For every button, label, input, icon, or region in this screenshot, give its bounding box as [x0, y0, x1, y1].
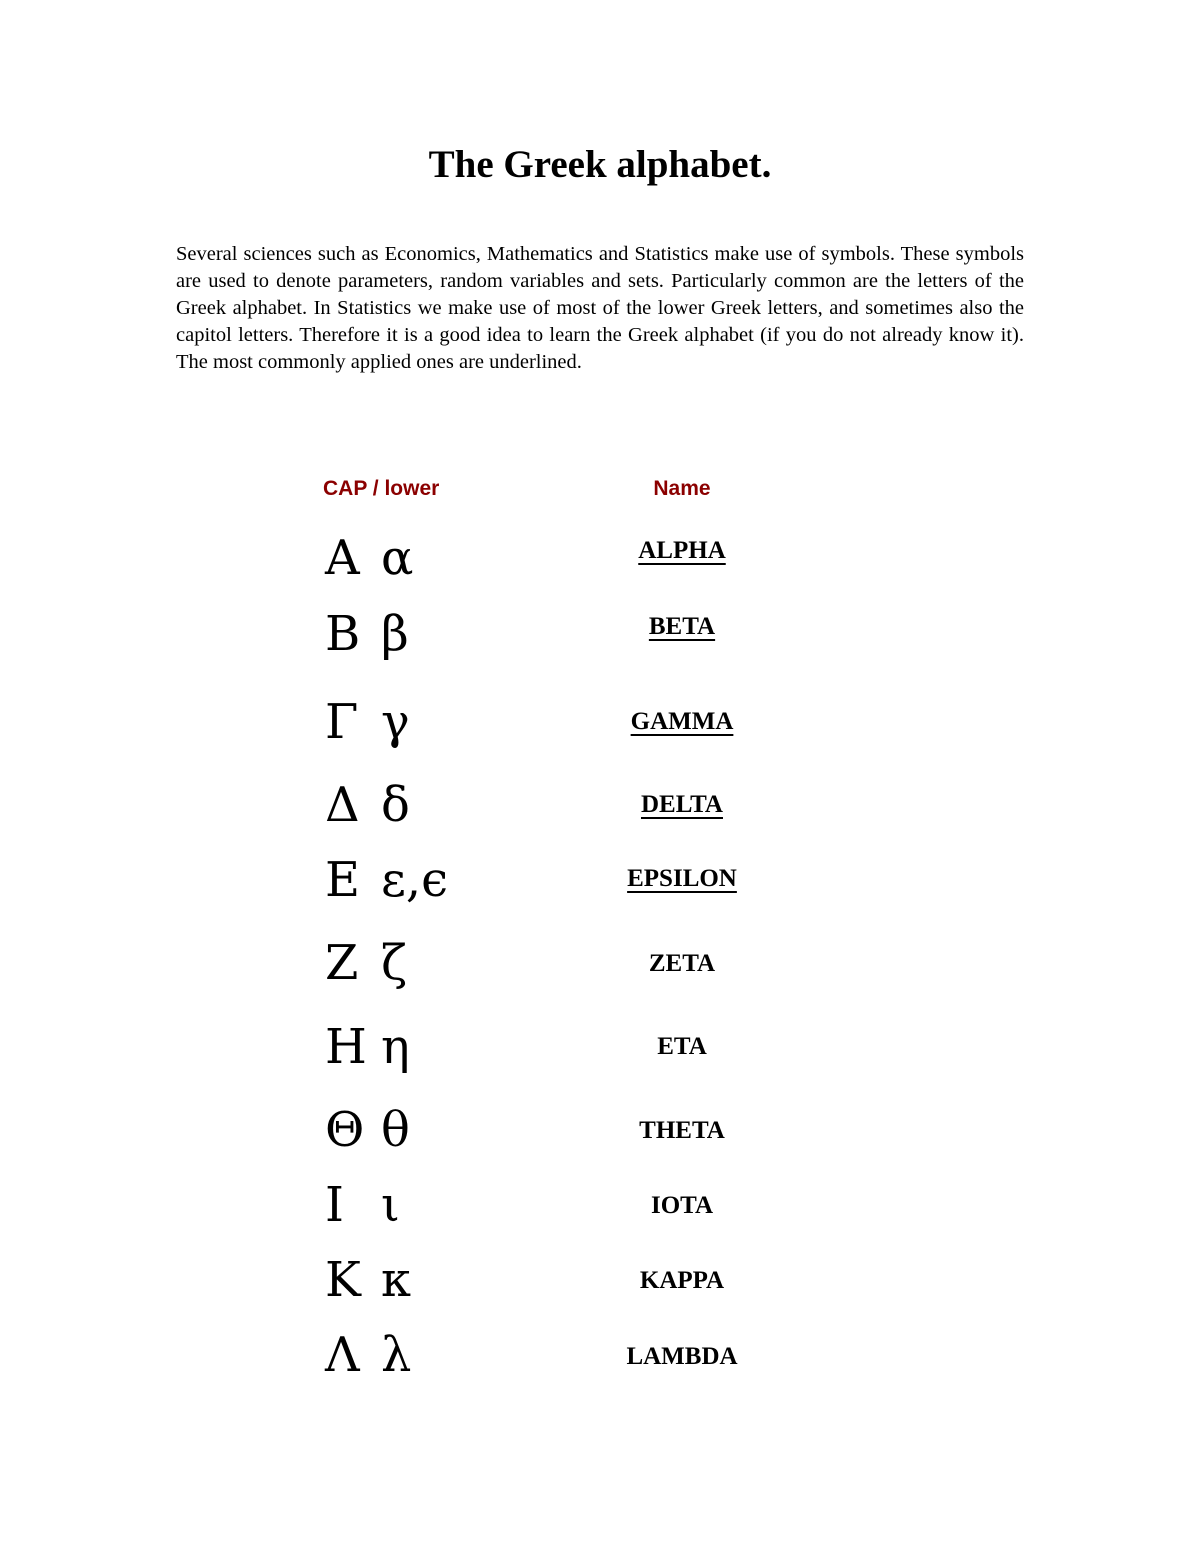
letter-row-gamma	[0, 692, 1200, 762]
letter-row-zeta	[0, 933, 1200, 1003]
letter-glyphs	[325, 1100, 410, 1160]
lowercase-letter: γ	[381, 694, 410, 750]
capital-letter: Κ	[325, 1252, 361, 1308]
letter-name: THETA	[639, 1117, 725, 1144]
lowercase-letter: θ	[381, 1102, 410, 1158]
letter-name: GAMMA	[630, 708, 734, 735]
capital-letter: Α	[325, 530, 360, 586]
letter-row-lambda	[0, 1325, 1200, 1395]
capital-letter: Γ	[325, 694, 359, 750]
letter-name: IOTA	[650, 1192, 714, 1219]
letter-row-beta	[0, 604, 1200, 674]
letter-name: KAPPA	[639, 1267, 725, 1294]
capital-letter: Ι	[325, 1177, 344, 1233]
capital-letter: Δ	[325, 777, 360, 833]
letter-glyphs	[325, 692, 410, 752]
capital-letter: Η	[325, 1019, 367, 1075]
letter-row-theta	[0, 1100, 1200, 1170]
capital-letter: Ε	[325, 852, 361, 908]
letter-name: ALPHA	[638, 537, 726, 564]
letter-name: ZETA	[648, 950, 716, 977]
letter-row-alpha	[0, 528, 1200, 598]
capital-letter: Λ	[325, 1327, 360, 1383]
page-title: The Greek alphabet.	[428, 143, 772, 186]
lowercase-letter: λ	[381, 1327, 412, 1383]
letter-glyphs	[325, 775, 410, 835]
letter-glyphs	[325, 933, 407, 993]
letter-glyphs	[325, 604, 409, 664]
lowercase-letter: α	[381, 530, 414, 586]
lowercase-letter: δ	[381, 777, 410, 833]
letter-row-eta	[0, 1017, 1200, 1087]
letter-glyphs	[325, 1325, 411, 1385]
letter-row-kappa	[0, 1250, 1200, 1320]
letter-glyphs	[325, 1250, 411, 1310]
lowercase-letter: ε,ϵ	[381, 852, 449, 908]
letter-name: ETA	[657, 1033, 707, 1060]
lowercase-letter: η	[381, 1019, 410, 1075]
letter-name: BETA	[648, 613, 716, 640]
letter-name: DELTA	[641, 791, 723, 818]
capital-letter: Ζ	[325, 935, 359, 991]
letter-row-delta	[0, 775, 1200, 845]
column-header-cap-lower: CAP / lower	[323, 477, 440, 500]
letter-glyphs	[325, 850, 448, 910]
column-header-name: Name	[653, 477, 711, 500]
letter-glyphs	[325, 1175, 400, 1235]
lowercase-letter: β	[381, 606, 409, 662]
lowercase-letter: ι	[381, 1177, 400, 1233]
letter-row-iota	[0, 1175, 1200, 1245]
capital-letter: Β	[325, 606, 361, 662]
capital-letter: Θ	[325, 1102, 365, 1158]
lowercase-letter: ζ	[381, 935, 408, 991]
letter-glyphs	[325, 1017, 410, 1077]
lowercase-letter: κ	[381, 1252, 411, 1308]
letter-glyphs	[325, 528, 413, 588]
letter-name: LAMBDA	[626, 1343, 738, 1370]
letter-row-epsilon	[0, 850, 1200, 920]
letter-name: EPSILON	[627, 865, 737, 892]
intro-paragraph: Several sciences such as Economics, Mathematics and Statistics make use of symbols. These symbols are used to denote parameters, random variables and sets. Particularly common are the letters of the Greek alphabet. In Statistics we make use of most of the lower Greek letters, and sometimes also the capitol letters. Therefore it is a good idea to learn the Greek alphabet (if you do not already know it). The most commonly applied ones are underlined.	[176, 243, 1024, 373]
